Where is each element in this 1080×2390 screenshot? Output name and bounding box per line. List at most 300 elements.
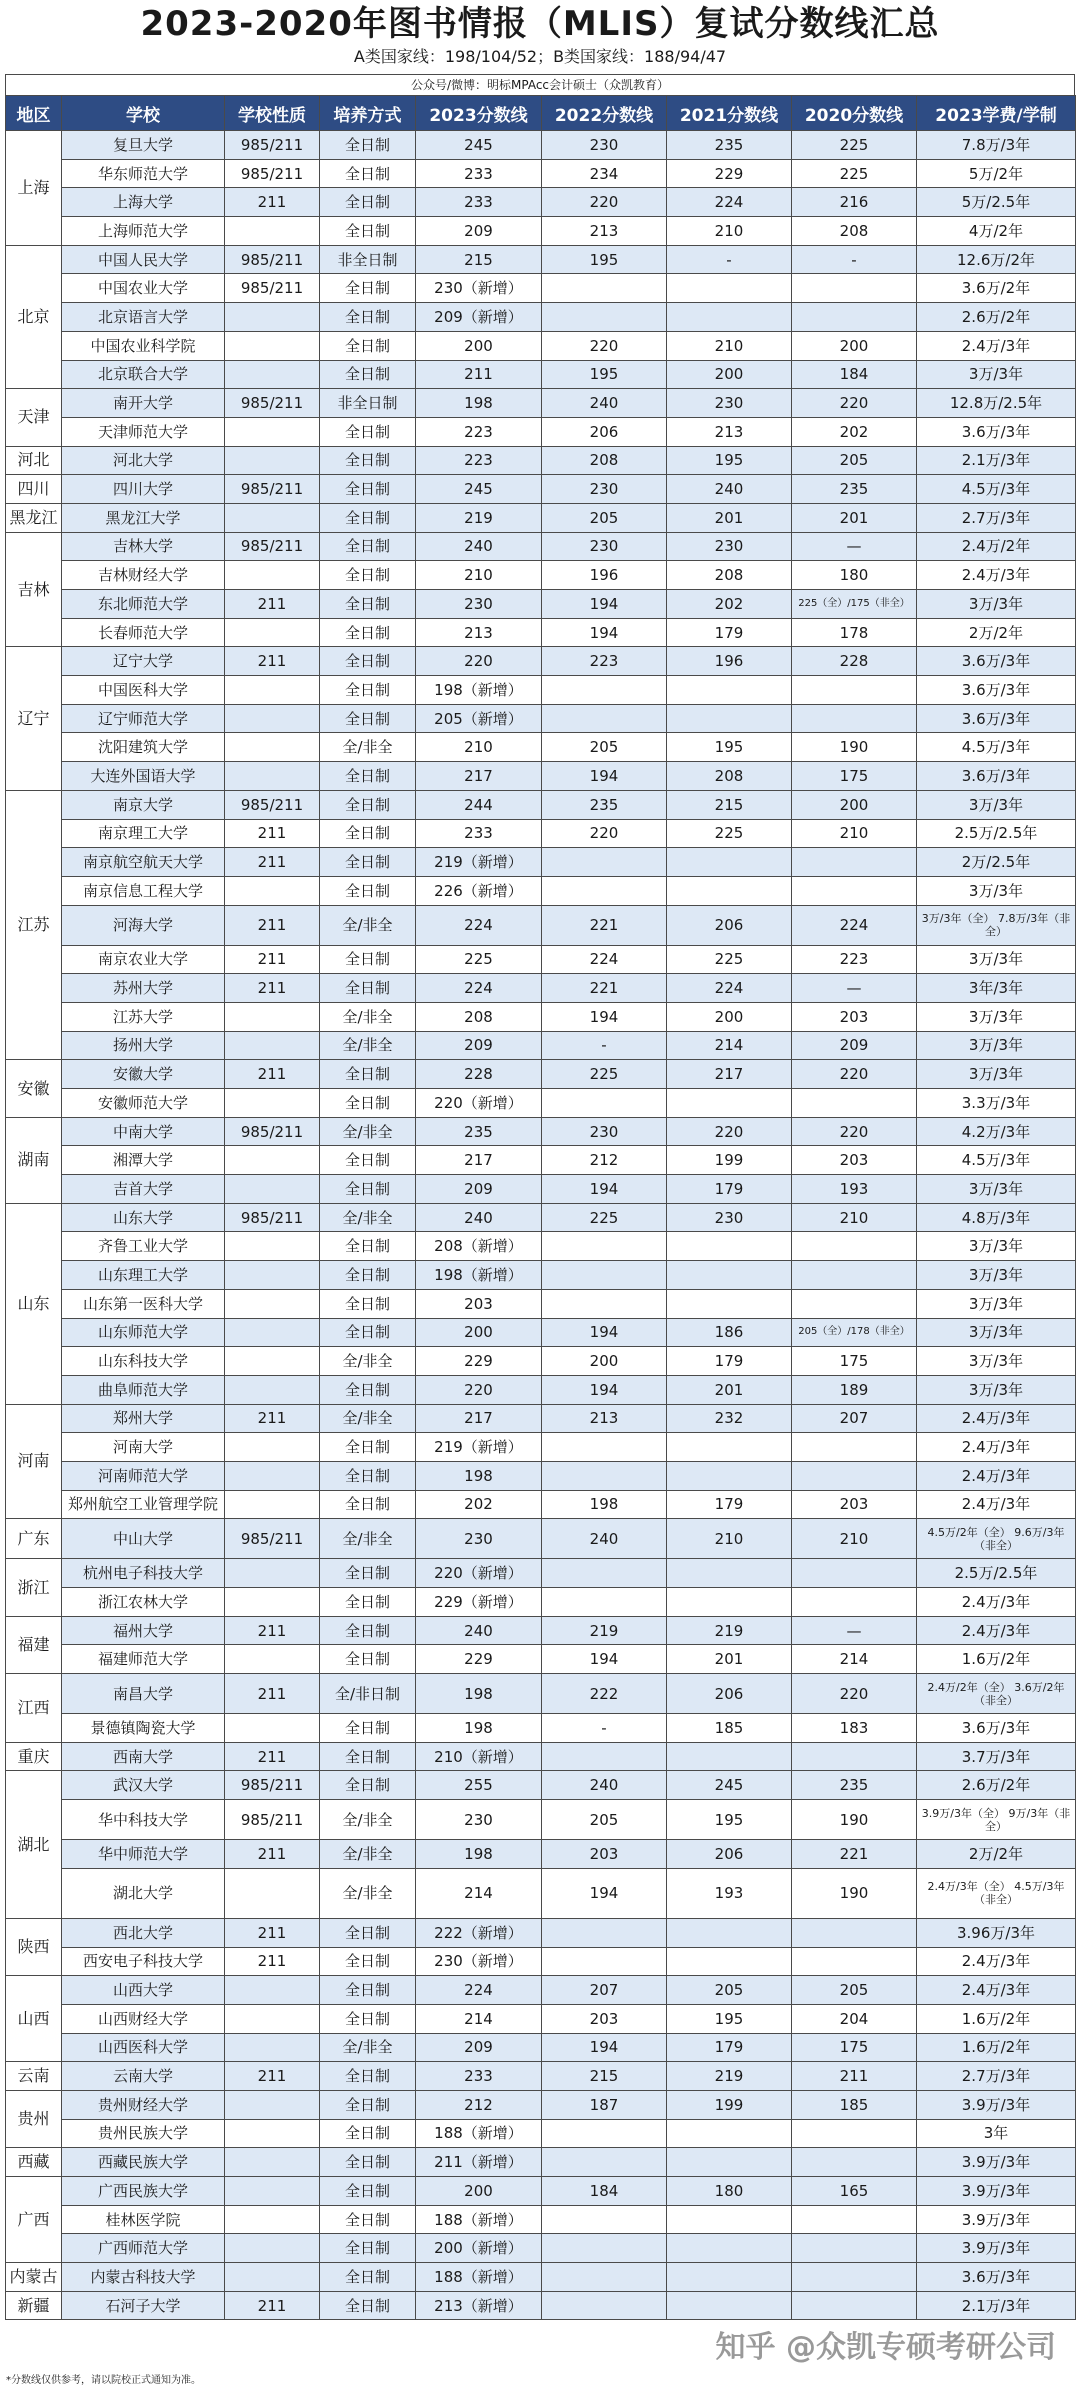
page-title: 2023-2020年图书情报（MLIS）复试分数线汇总 <box>140 4 940 44</box>
fee-cell: 2.4万/3年 <box>917 1433 1076 1462</box>
mode-cell: 全日制 <box>320 1588 416 1617</box>
s2023-cell: 233 <box>416 2062 542 2091</box>
school-cell: 山东大学 <box>62 1203 225 1232</box>
mode-cell: 全/非全 <box>320 1868 416 1918</box>
table-row <box>6 819 1076 848</box>
s2022-cell <box>542 2263 667 2292</box>
s2023-cell: 198 <box>416 1674 542 1714</box>
school-cell: 山东理工大学 <box>62 1261 225 1290</box>
type-cell: 211 <box>225 1060 320 1089</box>
table-row <box>6 1289 1076 1318</box>
s2021-cell <box>667 2291 792 2320</box>
s2022-cell: 230 <box>542 532 667 561</box>
fee-cell: 1.6万/2年 <box>917 2033 1076 2062</box>
type-cell: 985/211 <box>225 159 320 188</box>
type-cell <box>225 1868 320 1918</box>
mode-cell: 全日制 <box>320 274 416 303</box>
s2023-cell: 233 <box>416 188 542 217</box>
fee-cell: 3.6万/3年 <box>917 762 1076 791</box>
s2020-cell: 185 <box>792 2090 917 2119</box>
mode-cell: 全日制 <box>320 1146 416 1175</box>
fee-cell: 3万/3年 <box>917 590 1076 619</box>
s2023-cell: 208（新增） <box>416 1232 542 1261</box>
s2023-cell: 220 <box>416 647 542 676</box>
s2021-cell: 201 <box>667 1375 792 1404</box>
table-row <box>6 131 1076 160</box>
s2020-cell: 205 <box>792 446 917 475</box>
school-cell: 郑州大学 <box>62 1404 225 1433</box>
s2023-cell: 230 <box>416 1519 542 1559</box>
s2021-cell: 235 <box>667 131 792 160</box>
type-cell: 211 <box>225 945 320 974</box>
s2021-cell: 195 <box>667 733 792 762</box>
s2021-cell: 210 <box>667 217 792 246</box>
school-cell: 齐鲁工业大学 <box>62 1232 225 1261</box>
s2023-cell: 229 <box>416 1645 542 1674</box>
type-cell: 211 <box>225 974 320 1003</box>
s2023-cell: 229 <box>416 1347 542 1376</box>
header-score-2023: 2023分数线 <box>416 96 542 131</box>
s2021-cell: 205 <box>667 1976 792 2005</box>
school-cell: 中国人民大学 <box>62 245 225 274</box>
s2021-cell: 232 <box>667 1404 792 1433</box>
region-cell: 河南 <box>6 1404 62 1519</box>
school-cell: 河南师范大学 <box>62 1461 225 1490</box>
fee-cell: 2.4万/2年 <box>917 532 1076 561</box>
s2022-cell <box>542 2234 667 2263</box>
type-cell: 211 <box>225 1918 320 1947</box>
s2022-cell: 194 <box>542 1002 667 1031</box>
s2023-cell: 220 <box>416 1375 542 1404</box>
mode-cell: 全日制 <box>320 1714 416 1743</box>
school-cell: 景德镇陶瓷大学 <box>62 1714 225 1743</box>
type-cell <box>225 303 320 332</box>
fee-cell: 3年/3年 <box>917 974 1076 1003</box>
table-row <box>6 2263 1076 2292</box>
region-cell: 天津 <box>6 389 62 446</box>
s2023-cell: 200 <box>416 2177 542 2206</box>
s2021-cell: 195 <box>667 446 792 475</box>
school-cell: 江苏大学 <box>62 1002 225 1031</box>
mode-cell: 全日制 <box>320 532 416 561</box>
s2021-cell: 200 <box>667 360 792 389</box>
school-cell: 湖北大学 <box>62 1868 225 1918</box>
school-cell: 扬州大学 <box>62 1031 225 1060</box>
region-cell: 广西 <box>6 2177 62 2263</box>
s2022-cell: 194 <box>542 1318 667 1347</box>
s2022-cell: 208 <box>542 446 667 475</box>
s2020-cell <box>792 2119 917 2148</box>
s2020-cell <box>792 274 917 303</box>
s2022-cell: 230 <box>542 475 667 504</box>
fee-cell: 4.5万/3年 <box>917 475 1076 504</box>
mode-cell: 全/非全 <box>320 1031 416 1060</box>
fee-cell: 5万/2年 <box>917 159 1076 188</box>
s2023-cell: 210 <box>416 561 542 590</box>
s2021-cell: 195 <box>667 1800 792 1840</box>
region-cell: 山西 <box>6 1976 62 2062</box>
s2022-cell <box>542 1742 667 1771</box>
type-cell: 211 <box>225 819 320 848</box>
s2020-cell: 220 <box>792 1060 917 1089</box>
fee-cell: 2.4万/3年 <box>917 1616 1076 1645</box>
type-cell <box>225 1490 320 1519</box>
fee-cell: 2万/2.5年 <box>917 848 1076 877</box>
table-row <box>6 762 1076 791</box>
s2023-cell: 224 <box>416 974 542 1003</box>
s2022-cell: 205 <box>542 1800 667 1840</box>
table-row <box>6 503 1076 532</box>
s2023-cell: 244 <box>416 790 542 819</box>
s2020-cell: 210 <box>792 819 917 848</box>
region-cell: 重庆 <box>6 1742 62 1771</box>
s2023-cell: 230 <box>416 590 542 619</box>
type-cell: 985/211 <box>225 1519 320 1559</box>
fee-cell: 3万/3年 <box>917 945 1076 974</box>
mode-cell: 全日制 <box>320 1461 416 1490</box>
fee-cell: 2.4万/3年 <box>917 1461 1076 1490</box>
fee-cell: 2.7万/3年 <box>917 503 1076 532</box>
s2023-cell: 209 <box>416 2033 542 2062</box>
fee-cell: 1.6万/2年 <box>917 2004 1076 2033</box>
table-row <box>6 2177 1076 2206</box>
fee-cell: 2万/2年 <box>917 618 1076 647</box>
fee-cell: 3万/3年 <box>917 1060 1076 1089</box>
s2022-cell: 213 <box>542 217 667 246</box>
table-row <box>6 647 1076 676</box>
mode-cell: 全日制 <box>320 1232 416 1261</box>
s2022-cell: 200 <box>542 1347 667 1376</box>
region-cell: 陕西 <box>6 1918 62 1975</box>
s2023-cell: 245 <box>416 475 542 504</box>
fee-cell: 3.6万/3年 <box>917 2263 1076 2292</box>
s2020-cell <box>792 676 917 705</box>
s2023-cell: 209 <box>416 1031 542 1060</box>
s2021-cell <box>667 2234 792 2263</box>
fee-cell: 2.4万/3年（全） 4.5万/3年（非全） <box>917 1868 1076 1918</box>
s2023-cell: 211 <box>416 360 542 389</box>
type-cell: 211 <box>225 590 320 619</box>
table-row <box>6 475 1076 504</box>
s2022-cell: 221 <box>542 974 667 1003</box>
type-cell <box>225 2119 320 2148</box>
s2023-cell: 224 <box>416 905 542 945</box>
s2021-cell <box>667 2263 792 2292</box>
s2023-cell: 209（新增） <box>416 303 542 332</box>
mode-cell: 全日制 <box>320 1089 416 1118</box>
table-row <box>6 1588 1076 1617</box>
fee-cell: 3.6万/3年 <box>917 417 1076 446</box>
mode-cell: 全日制 <box>320 1289 416 1318</box>
s2020-cell <box>792 1947 917 1976</box>
s2020-cell <box>792 1918 917 1947</box>
s2023-cell: 198 <box>416 389 542 418</box>
school-cell: 石河子大学 <box>62 2291 225 2320</box>
s2022-cell: 194 <box>542 2033 667 2062</box>
fee-cell: 3.6万/3年 <box>917 647 1076 676</box>
table-row <box>6 1976 1076 2005</box>
mode-cell: 全日制 <box>320 360 416 389</box>
mode-cell: 全日制 <box>320 1318 416 1347</box>
s2021-cell: 180 <box>667 2177 792 2206</box>
s2020-cell: 193 <box>792 1175 917 1204</box>
type-cell <box>225 1031 320 1060</box>
table-row <box>6 676 1076 705</box>
school-cell: 苏州大学 <box>62 974 225 1003</box>
table-row <box>6 945 1076 974</box>
s2023-cell: 219（新增） <box>416 848 542 877</box>
s2020-cell: 180 <box>792 561 917 590</box>
mode-cell: 全日制 <box>320 417 416 446</box>
fee-cell: 2.6万/2年 <box>917 1771 1076 1800</box>
s2020-cell: 225 <box>792 131 917 160</box>
s2021-cell <box>667 1289 792 1318</box>
school-cell: 安徽大学 <box>62 1060 225 1089</box>
s2022-cell: - <box>542 1031 667 1060</box>
type-cell: 211 <box>225 2062 320 2091</box>
school-cell: 云南大学 <box>62 2062 225 2091</box>
mode-cell: 全日制 <box>320 1616 416 1645</box>
mode-cell: 全日制 <box>320 303 416 332</box>
mode-cell: 全/非日制 <box>320 1674 416 1714</box>
type-cell: 985/211 <box>225 389 320 418</box>
s2022-cell: 235 <box>542 790 667 819</box>
s2023-cell: 217 <box>416 762 542 791</box>
fee-cell: 7.8万/3年 <box>917 131 1076 160</box>
mode-cell: 全/非全 <box>320 1347 416 1376</box>
s2020-cell: — <box>792 974 917 1003</box>
s2022-cell: 221 <box>542 905 667 945</box>
table-row <box>6 590 1076 619</box>
s2020-cell <box>792 2263 917 2292</box>
school-cell: 贵州民族大学 <box>62 2119 225 2148</box>
school-cell: 西南大学 <box>62 1742 225 1771</box>
s2023-cell: 213 <box>416 618 542 647</box>
table-row <box>6 2090 1076 2119</box>
table-row <box>6 1232 1076 1261</box>
s2022-cell <box>542 1089 667 1118</box>
table-row <box>6 245 1076 274</box>
type-cell <box>225 876 320 905</box>
s2021-cell: 219 <box>667 1616 792 1645</box>
school-cell: 山西大学 <box>62 1976 225 2005</box>
type-cell <box>225 217 320 246</box>
school-cell: 河北大学 <box>62 446 225 475</box>
mode-cell: 全日制 <box>320 590 416 619</box>
school-cell: 南京理工大学 <box>62 819 225 848</box>
school-cell: 郑州航空工业管理学院 <box>62 1490 225 1519</box>
school-cell: 黑龙江大学 <box>62 503 225 532</box>
header-study-mode: 培养方式 <box>320 96 416 131</box>
table-row <box>6 2291 1076 2320</box>
fee-cell: 3万/3年 <box>917 1318 1076 1347</box>
s2023-cell: 228 <box>416 1060 542 1089</box>
s2021-cell: 206 <box>667 1840 792 1869</box>
s2020-cell: 175 <box>792 1347 917 1376</box>
fee-cell: 2.1万/3年 <box>917 446 1076 475</box>
region-cell: 山东 <box>6 1203 62 1404</box>
s2023-cell: 223 <box>416 446 542 475</box>
school-cell: 河南大学 <box>62 1433 225 1462</box>
type-cell <box>225 1146 320 1175</box>
source-info: 公众号/微博：明标MPAcc会计硕士（众凯教育） <box>5 74 1075 95</box>
school-cell: 沈阳建筑大学 <box>62 733 225 762</box>
type-cell: 985/211 <box>225 274 320 303</box>
s2023-cell: 202 <box>416 1490 542 1519</box>
mode-cell: 全日制 <box>320 1645 416 1674</box>
s2021-cell: 214 <box>667 1031 792 1060</box>
s2020-cell: 190 <box>792 1868 917 1918</box>
table-row <box>6 1433 1076 1462</box>
s2022-cell: 184 <box>542 2177 667 2206</box>
s2023-cell: 209 <box>416 1175 542 1204</box>
s2021-cell <box>667 303 792 332</box>
s2022-cell <box>542 1588 667 1617</box>
table-row <box>6 2119 1076 2148</box>
type-cell <box>225 618 320 647</box>
region-cell: 内蒙古 <box>6 2263 62 2292</box>
s2021-cell: 208 <box>667 762 792 791</box>
s2021-cell: 217 <box>667 1060 792 1089</box>
mode-cell: 全日制 <box>320 2291 416 2320</box>
type-cell: 985/211 <box>225 131 320 160</box>
type-cell <box>225 762 320 791</box>
s2021-cell: 208 <box>667 561 792 590</box>
s2020-cell: 190 <box>792 1800 917 1840</box>
table-row <box>6 1318 1076 1347</box>
s2020-cell: 235 <box>792 475 917 504</box>
s2022-cell: 225 <box>542 1203 667 1232</box>
school-cell: 浙江农林大学 <box>62 1588 225 1617</box>
type-cell: 211 <box>225 1840 320 1869</box>
s2023-cell: 219 <box>416 503 542 532</box>
s2020-cell: 210 <box>792 1519 917 1559</box>
s2021-cell: - <box>667 245 792 274</box>
type-cell <box>225 1289 320 1318</box>
school-cell: 桂林医学院 <box>62 2205 225 2234</box>
type-cell <box>225 1002 320 1031</box>
school-cell: 杭州电子科技大学 <box>62 1559 225 1588</box>
type-cell <box>225 1375 320 1404</box>
s2022-cell <box>542 704 667 733</box>
school-cell: 山东师范大学 <box>62 1318 225 1347</box>
s2023-cell: 235 <box>416 1117 542 1146</box>
s2023-cell: 211（新增） <box>416 2148 542 2177</box>
s2021-cell: 179 <box>667 1490 792 1519</box>
region-cell: 福建 <box>6 1616 62 1673</box>
s2020-cell: — <box>792 1616 917 1645</box>
s2023-cell: 217 <box>416 1404 542 1433</box>
table-row <box>6 2234 1076 2263</box>
region-cell: 吉林 <box>6 532 62 647</box>
s2021-cell: 206 <box>667 1674 792 1714</box>
region-cell: 江西 <box>6 1674 62 1743</box>
mode-cell: 全日制 <box>320 475 416 504</box>
region-cell: 贵州 <box>6 2090 62 2147</box>
s2020-cell: 223 <box>792 945 917 974</box>
s2022-cell: 196 <box>542 561 667 590</box>
mode-cell: 全日制 <box>320 2263 416 2292</box>
mode-cell: 全日制 <box>320 331 416 360</box>
s2023-cell: 226（新增） <box>416 876 542 905</box>
school-cell: 广西民族大学 <box>62 2177 225 2206</box>
table-row <box>6 1404 1076 1433</box>
table-row <box>6 1918 1076 1947</box>
type-cell: 985/211 <box>225 1800 320 1840</box>
school-cell: 福州大学 <box>62 1616 225 1645</box>
s2022-cell: - <box>542 1714 667 1743</box>
fee-cell: 12.8万/2.5年 <box>917 389 1076 418</box>
fee-cell: 4万/2年 <box>917 217 1076 246</box>
type-cell <box>225 417 320 446</box>
s2022-cell: 215 <box>542 2062 667 2091</box>
s2020-cell: 220 <box>792 389 917 418</box>
mode-cell: 全/非全 <box>320 1117 416 1146</box>
table-row <box>6 1947 1076 1976</box>
s2023-cell: 198（新增） <box>416 1261 542 1290</box>
s2022-cell: 220 <box>542 819 667 848</box>
mode-cell: 全日制 <box>320 2119 416 2148</box>
score-table <box>5 95 1076 2320</box>
fee-cell: 3万/3年 <box>917 360 1076 389</box>
type-cell: 211 <box>225 2291 320 2320</box>
s2020-cell <box>792 303 917 332</box>
s2022-cell <box>542 1261 667 1290</box>
s2020-cell <box>792 876 917 905</box>
mode-cell: 全日制 <box>320 1771 416 1800</box>
s2021-cell <box>667 1742 792 1771</box>
school-cell: 西北大学 <box>62 1918 225 1947</box>
type-cell: 211 <box>225 1674 320 1714</box>
fee-cell: 3.9万/3年 <box>917 2090 1076 2119</box>
type-cell <box>225 2148 320 2177</box>
region-cell: 湖南 <box>6 1117 62 1203</box>
s2021-cell: 230 <box>667 389 792 418</box>
s2022-cell: 194 <box>542 762 667 791</box>
type-cell: 985/211 <box>225 1117 320 1146</box>
type-cell <box>225 503 320 532</box>
type-cell: 211 <box>225 848 320 877</box>
s2020-cell <box>792 2234 917 2263</box>
table-row <box>6 1674 1076 1714</box>
school-cell: 广西师范大学 <box>62 2234 225 2263</box>
fee-cell: 3万/3年（全） 7.8万/3年（非全） <box>917 905 1076 945</box>
fee-cell: 3.3万/3年 <box>917 1089 1076 1118</box>
s2022-cell <box>542 1461 667 1490</box>
s2022-cell <box>542 2291 667 2320</box>
s2023-cell: 230（新增） <box>416 274 542 303</box>
s2023-cell: 210（新增） <box>416 1742 542 1771</box>
s2020-cell: 183 <box>792 1714 917 1743</box>
mode-cell: 全/非全 <box>320 1519 416 1559</box>
region-cell: 北京 <box>6 245 62 388</box>
mode-cell: 全日制 <box>320 1742 416 1771</box>
table-row <box>6 1714 1076 1743</box>
s2020-cell: 224 <box>792 905 917 945</box>
table-row <box>6 389 1076 418</box>
s2020-cell: 165 <box>792 2177 917 2206</box>
s2021-cell: 215 <box>667 790 792 819</box>
fee-cell: 2.5万/2.5年 <box>917 819 1076 848</box>
s2022-cell: 224 <box>542 945 667 974</box>
s2021-cell: 179 <box>667 2033 792 2062</box>
s2022-cell <box>542 676 667 705</box>
region-cell: 浙江 <box>6 1559 62 1616</box>
fee-cell: 3万/3年 <box>917 1002 1076 1031</box>
mode-cell: 全/非全 <box>320 1840 416 1869</box>
national-line-subtitle: A类国家线：198/104/52；B类国家线：188/94/47 <box>353 47 727 66</box>
s2022-cell: 187 <box>542 2090 667 2119</box>
